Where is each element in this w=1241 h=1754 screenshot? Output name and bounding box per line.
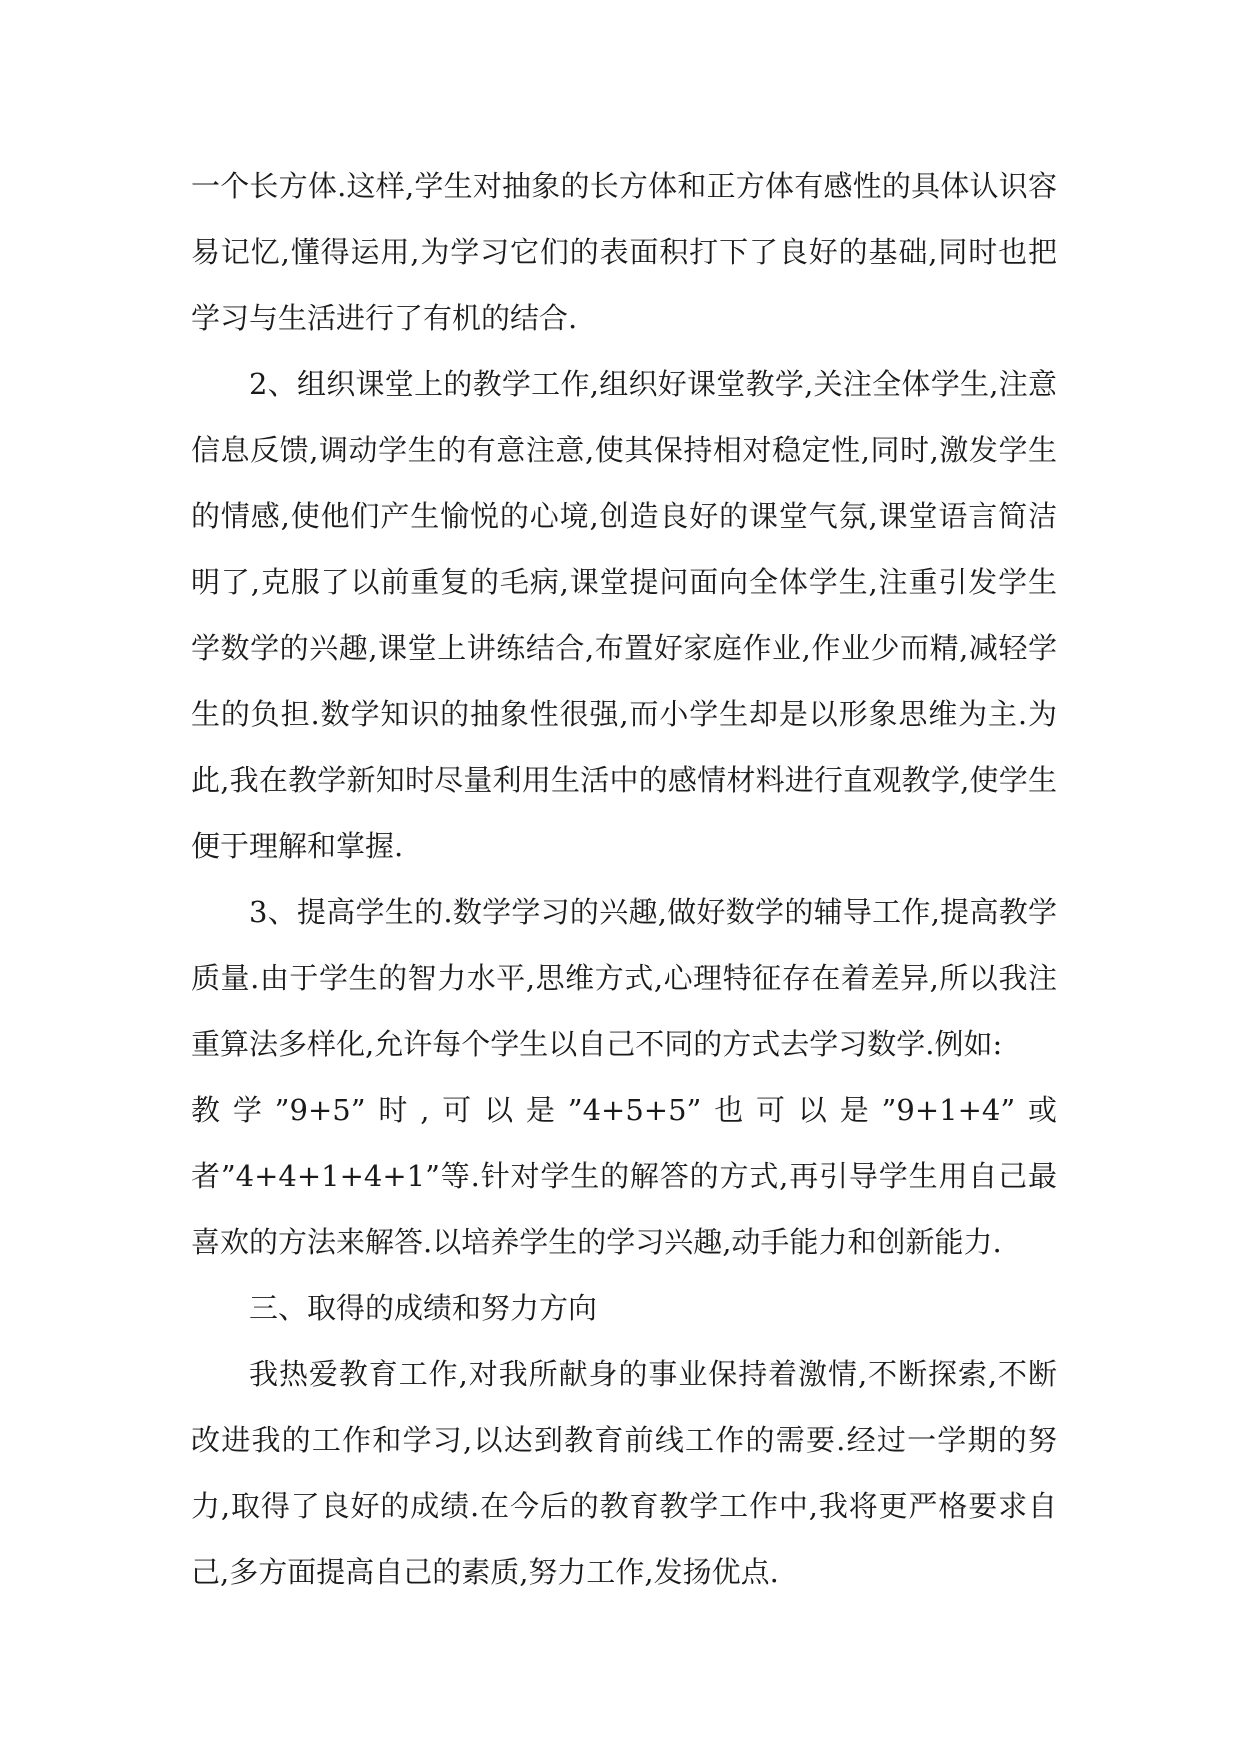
- paragraph-item-3: 3、提高学生的.数学学习的兴趣,做好数学的辅导工作,提高教学质量.由于学生的智力水平,思维方式,心理特征存在着差异,所以我注重算法多样化,允许每个学生以自己不同的方式去学习数学.例如:: [191, 895, 1057, 1061]
- paragraph-item-3-end: 者”4+4+1+4+1”等.针对学生的解答的方式,再引导学生用自己最喜欢的方法来解答.以培养学生的学习兴趣,动手能力和创新能力.: [191, 1159, 1057, 1259]
- document-body: [191, 153, 1057, 1605]
- paragraph-item-2: 2、组织课堂上的教学工作,组织好课堂教学,关注全体学生,注意信息反馈,调动学生的有意注意,使其保持相对稳定性,同时,激发学生的情感,使他们产生愉悦的心境,创造良好的课堂气氛,课堂语言简洁明了,克服了以前重复的毛病,课堂提问面向全体学生,注重引发学生学数学的兴趣,课堂上讲练结合,布置好家庭作业,作业少而精,减轻学生的负担.数学知识的抽象性很强,而小学生却是以形象思维为主.为此,我在教学新知时尽量利用生活中的感情材料进行直观教学,使学生便于理解和掌握.: [191, 367, 1057, 863]
- paragraph-continuation: 一个长方体.这样,学生对抽象的长方体和正方体有感性的具体认识容易记忆,懂得运用,为学习它们的表面积打下了良好的基础,同时也把学习与生活进行了有机的结合.: [191, 169, 1057, 335]
- paragraph-item-3-example-line: 教学”9+5”时,可以是”4+5+5”也可以是”9+1+4”或: [191, 1093, 1057, 1127]
- section-heading-achievements: 三、取得的成绩和努力方向: [249, 1291, 598, 1325]
- paragraph-conclusion: 我热爱教育工作,对我所献身的事业保持着激情,不断探索,不断改进我的工作和学习,以达到教育前线工作的需要.经过一学期的努力,取得了良好的成绩.在今后的教育教学工作中,我将更严格要求自己,多方面提高自己的素质,努力工作,发扬优点.: [191, 1357, 1057, 1589]
